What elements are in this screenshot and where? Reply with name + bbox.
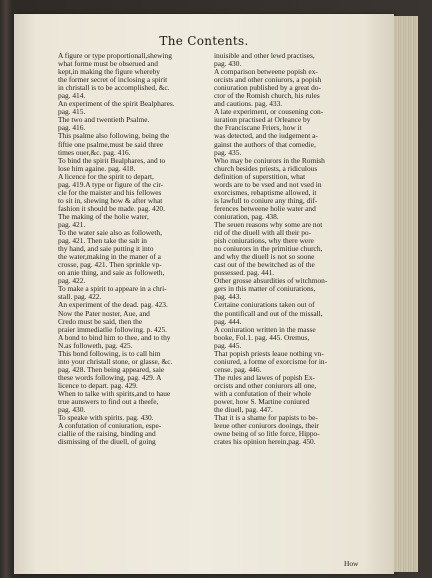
page-title: The Contents. [159, 34, 249, 48]
contents-line: An experiment of the spirit Bealphares. [58, 100, 175, 109]
contents-line: N.as followeth, pag. 425. [58, 341, 133, 350]
contents-line: pag. 421. [58, 220, 86, 229]
contents-line: was detected, and the iudgement a- [214, 132, 318, 141]
contents-line: The two and twentieth Psalme. [58, 116, 150, 125]
contents-line: gers in this matter of coniurations, [214, 285, 316, 294]
contents-line: kept,in making the figure whereby [58, 68, 161, 77]
contents-line: to sit in, shewing how & after what [58, 196, 163, 205]
right-entry [214, 374, 366, 414]
contents-line: pag. 443. [214, 293, 242, 302]
left-entry [58, 390, 204, 414]
left-entry [58, 229, 204, 285]
contents-line: The seuen reasons why some are not [214, 220, 323, 229]
right-entry [214, 108, 366, 156]
contents-line: pag. 422. [58, 277, 86, 286]
contents-line: booke, Fol.1. pag. 445. Oremus, [214, 333, 310, 342]
contents-line: Credo must be said, then the [58, 317, 143, 326]
contents-line: what forme must be obserued and [58, 60, 158, 69]
contents-line: A licence for the spirit to depart, [58, 172, 154, 181]
contents-line: times ouer,&c. pag. 416. [58, 148, 131, 157]
right-column [214, 52, 366, 446]
left-entry [58, 157, 204, 173]
contents-line: and cautions. pag. 433. [214, 100, 283, 109]
left-entry [58, 132, 204, 156]
contents-line: A figure or type proportionall,shewing [58, 52, 172, 60]
contents-line: leeue other coniurors dooings, their [214, 422, 319, 431]
contents-line: on anie thing, and saie as followeth, [58, 269, 165, 278]
left-entry [58, 213, 204, 229]
contents-line: An experiment of the dead. pag. 423. [58, 301, 168, 310]
contents-line: the water,making in the maner of a [58, 253, 161, 262]
contents-line: no coniurors in the primitiue church, [214, 245, 323, 254]
contents-line: into your christall stone, or glasse, &c. [58, 357, 173, 366]
contents-line: pish coniurations, why there were [214, 237, 314, 246]
contents-line: fashion it should be made. pag. 420. [58, 204, 165, 213]
left-column [58, 52, 204, 446]
contents-line: possessed. pag. 441. [214, 269, 275, 278]
contents-line: pag. 445. [214, 341, 242, 350]
contents-line: dismissing of the diuell, of going [58, 438, 156, 447]
contents-line: thy hand, and saie putting it into [58, 245, 154, 254]
contents-line: ferences betweene holie water and [214, 204, 316, 213]
contents-line: To speake with spirits. pag. 430. [58, 414, 154, 423]
contents-line: ctor of the Romish church, his rules [214, 92, 320, 101]
contents-line: A coniuration written in the masse [214, 325, 316, 334]
contents-line: coniuration, pag. 438. [214, 212, 279, 221]
contents-line: To the water saie also as followeth, [58, 229, 162, 238]
contents-line: rid of the diuell with all their po- [214, 229, 312, 238]
contents-line: coniuration published by a great do- [214, 84, 321, 93]
contents-line: pag. 415. [58, 108, 86, 117]
contents-line: A late experiment, or cousening con- [214, 108, 324, 117]
contents-line: power, how S. Martine coniured [214, 398, 310, 407]
contents-line: Certaine coniurations taken out of [214, 301, 315, 310]
contents-line: exorcismes, rebaptisme allowed, it [214, 188, 317, 197]
contents-line: iuration practised at Orleance by [214, 116, 311, 125]
contents-line: crates his opinion herein,pag. 450. [214, 438, 316, 447]
contents-line: This psalme also following, being the [58, 132, 170, 141]
contents-line: To make a spirit to appeare in a chri- [58, 285, 167, 294]
contents-line: orcists and other coniurors, a popish [214, 76, 322, 85]
contents-line: coniured, a forme of exorcisme for in- [214, 357, 328, 366]
contents-line: This bond following, is to call him [58, 349, 161, 358]
contents-line: definition of superstition, what [214, 172, 306, 181]
contents-line: cense. pag. 446. [214, 365, 262, 374]
book-page [14, 14, 394, 574]
contents-line: The rules and lawes of popish Ex- [214, 373, 315, 382]
contents-line: and why the diuell is not so soone [214, 253, 315, 262]
left-entry [58, 301, 204, 309]
right-entry [214, 52, 366, 68]
contents-line: crosse, pag. 421. Then sprinkle vp- [58, 261, 162, 270]
contents-line: the pontificall and out of the missall, [214, 309, 323, 318]
contents-line: fiftie one psalme,must be said three [58, 140, 164, 149]
right-entry [214, 277, 366, 301]
left-entry [58, 173, 204, 213]
contents-line: A comparison betweene popish ex- [214, 68, 318, 77]
left-entry [58, 116, 204, 132]
contents-line: orcists and other coniurors all one, [214, 381, 317, 390]
left-entry [58, 285, 204, 301]
contents-line: To bind the spirit Bealphares, and to [58, 156, 166, 165]
contents-line: pag. 416. [58, 124, 86, 133]
contents-line: The making of the holie water, [58, 212, 149, 221]
contents-line: That it is a shame for papists to be- [214, 414, 318, 423]
contents-line: That popish priests leaue nothing vn- [214, 349, 324, 358]
contents-line: the diuell, pag. 447. [214, 406, 273, 415]
left-entry [58, 52, 204, 100]
contents-line: pag. 419.A type or figure of the cir- [58, 180, 164, 189]
contents-line: the former secret of inclosing a spirit [58, 76, 168, 85]
contents-line: stall. pag. 422. [58, 293, 102, 302]
contents-line: true aunswers to find out a theefe, [58, 398, 159, 407]
contents-line: words are to be vsed and not vsed in [214, 180, 322, 189]
right-entry [214, 221, 366, 277]
contents-line: Other grosse absurdities of witchmon- [214, 277, 328, 286]
left-entry [58, 414, 204, 422]
contents-line: praier immediatlie following. p. 425. [58, 325, 167, 334]
right-entry [214, 414, 366, 446]
contents-line: cle for the maister and his fellowes [58, 188, 162, 197]
right-entry [214, 68, 366, 108]
contents-line: in christall is to be accomplished, &c. [58, 84, 170, 93]
contents-line: A confutation of coniuration, espe- [58, 422, 162, 431]
contents-line: pag. 430. [214, 60, 242, 69]
right-entry [214, 326, 366, 350]
contents-line: pag. 421. Then take the salt in [58, 237, 147, 246]
contents-line: church besides priests, a ridiculous [214, 164, 318, 173]
contents-line: pag. 430. [58, 406, 86, 415]
left-entry [58, 100, 204, 116]
contents-line: is lawfull to coniure any thing, dif- [214, 196, 318, 205]
right-entry [214, 157, 366, 221]
contents-line: inuisible and other lewd practises, [214, 52, 315, 60]
contents-line: owne being of so litle force, Hippo- [214, 430, 320, 439]
contents-line: the Franciscane Friers, how it [214, 124, 302, 133]
contents-line: pag. 428. Then being appeared, saie [58, 365, 165, 374]
contents-line: When to talke with spirits,and to haue [58, 389, 171, 398]
contents-line: gainst the authors of that comedie, [214, 140, 316, 149]
contents-line: with a confutation of their whole [214, 389, 312, 398]
contents-line: Who may be coniurors in the Romish [214, 156, 325, 165]
contents-line: ciallie of the raising, binding and [58, 430, 156, 439]
contents-line: these words following, pag. 429. A [58, 373, 162, 382]
right-entry [214, 350, 366, 374]
left-entry [58, 350, 204, 390]
right-entry [214, 301, 366, 325]
contents-line: licence to depart. pag. 429. [58, 381, 138, 390]
contents-line: A bond to bind him to thee, and to thy [58, 333, 171, 342]
contents-line: cast out of the bewitched as of the [214, 261, 315, 270]
contents-line: lose him againe. pag. 418. [58, 164, 136, 173]
page-edges [394, 16, 418, 572]
left-entry [58, 422, 204, 446]
contents-line: Now the Pater noster, Aue, and [58, 309, 150, 318]
contents-line: pag. 435. [214, 148, 242, 157]
left-entry [58, 334, 204, 350]
catchword: How [344, 559, 359, 568]
contents-line: pag. 414. [58, 92, 86, 101]
contents-line: pag. 444. [214, 317, 242, 326]
left-entry [58, 310, 204, 334]
